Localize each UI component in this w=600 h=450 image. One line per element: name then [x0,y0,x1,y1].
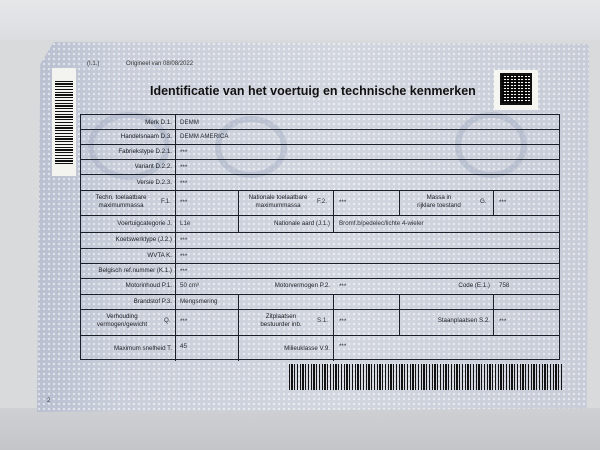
value-wvta: *** [180,253,188,260]
label-motorvermogen: Motorvermogen P.2. [274,282,330,289]
label-nationale-aard: Nationale aard (J.1.) [273,220,330,227]
label-verhouding-1: Verhouding [106,313,138,320]
value-motorvermogen: *** [339,283,347,290]
document-title: Identificatie van het voertuig en technische kenmerken [150,84,476,98]
code-f2: F.2. [317,198,327,205]
label-voertuigcategorie: Voertuigcategorie J. [117,220,172,227]
value-voertuigcategorie: L1e [180,220,191,227]
label-massa-rijklaar-1: Massa in [426,194,452,201]
code-g: G. [480,198,487,205]
value-code: 758 [499,282,510,289]
label-belgisch-ref: Belgisch ref.nummer (K.1.) [98,267,172,274]
background-top [0,0,600,40]
label-techn-massa-2: maximummassa [98,202,144,209]
label-techn-massa-1: Techn. toelaatbare [95,194,147,201]
value-handelsnaam: DEMM AMERICA [180,133,229,140]
value-merk: DEMM [180,119,199,126]
label-nat-massa-1: Nationale toelaatbare [248,194,308,201]
label-milieuklasse: Milieuklasse V.9. [284,345,330,352]
horizontal-barcode [289,364,562,390]
label-staanplaatsen: Staanplaatsen S.2. [437,317,490,324]
value-versie: *** [180,180,188,187]
label-brandstof: Brandstof P.3. [133,298,172,305]
code-q: Q. [164,317,171,324]
label-wvta: WVTA K. [147,252,172,259]
label-code: Code (E.1.) [458,282,490,289]
value-techn-massa: *** [180,199,188,206]
label-max-snelheid: Maximum snelheid T. [113,345,172,352]
value-brandstof: Mengsmering [180,298,218,305]
label-fabriekstype: Fabriekstype D.2.1. [118,148,172,155]
label-variant: Variant D.2.2. [134,163,172,170]
original-date: Origineel van 08/08/2022 [126,61,194,67]
reference-code: (I.1.) [87,61,100,67]
background-bottom [0,408,600,450]
label-motorinhoud: Motorinhoud P.1. [125,282,172,289]
vehicle-data-table [80,114,560,360]
label-zitplaatsen-1: Zitplaatsen [265,313,297,320]
value-variant: *** [180,164,188,171]
label-massa-rijklaar-2: rijklare toestand [417,202,461,209]
value-belgisch-ref: *** [180,268,188,275]
value-nationale-aard: Bromf.b/pedelec/lichte 4-wieler [339,220,424,227]
value-staanplaatsen: *** [499,318,507,325]
value-fabriekstype: *** [180,149,188,156]
datamatrix-code [494,70,538,110]
label-verhouding-2: vermogen/gewicht [96,321,148,328]
value-zitplaatsen: *** [339,318,347,325]
value-milieuklasse: *** [339,343,347,350]
label-nat-massa-2: maximummassa [255,202,301,209]
code-f1: F.1. [161,198,171,205]
label-zitplaatsen-2: bestuurder inb. [260,321,302,328]
value-massa-rijklaar: *** [499,199,507,206]
value-max-snelheid: 45 [180,343,187,350]
value-koetswerktype: *** [180,237,188,244]
value-nat-massa: *** [339,199,347,206]
vertical-barcode [52,68,76,176]
label-versie: Versie D.2.3. [136,179,172,186]
value-verhouding: *** [180,318,188,325]
label-koetswerktype: Koetswerktype (J.2.) [115,236,172,243]
label-handelsnaam: Handelsnaam D.3. [120,133,172,140]
code-s1: S.1. [317,317,329,324]
page-mark: 2 [47,398,51,404]
value-motorinhoud: 50 cm³ [180,282,199,289]
label-merk: Merk D.1. [145,119,172,126]
